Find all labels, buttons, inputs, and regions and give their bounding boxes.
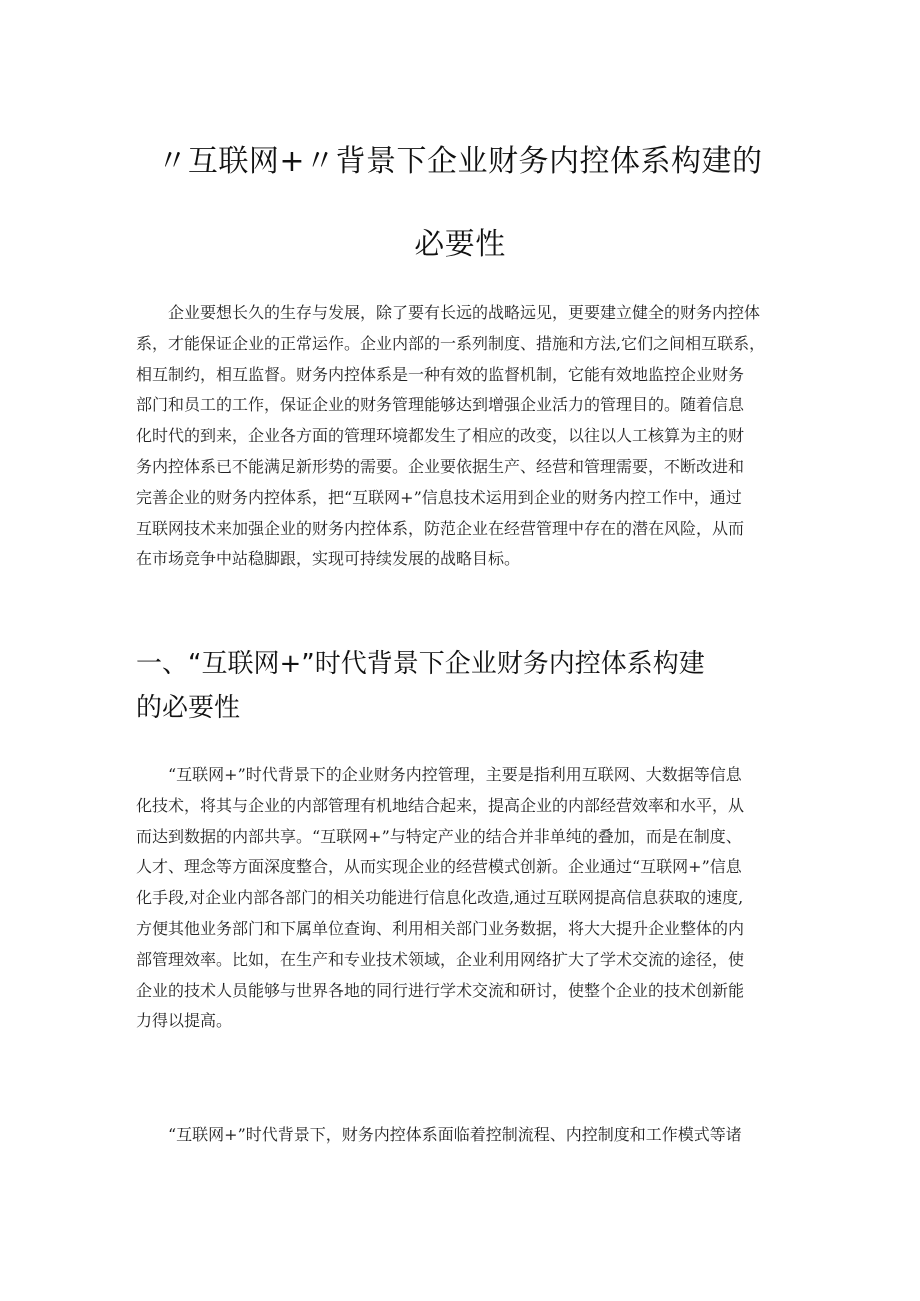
paragraph-line: 企业要想长久的生存与发展，除了要有长远的战略远见，更要建立健全的财务内控体 <box>168 303 761 322</box>
paragraph-section1-a <box>136 760 792 1037</box>
paragraph-line: 化手段,对企业内部各部门的相关功能进行信息化改造,通过互联网提高信息获取的速度, <box>136 888 744 908</box>
document-title-line-2: 必要性 <box>414 227 506 262</box>
paragraph-line: 人才、理念等方面深度整合，从而实现企业的经营模式创新。企业通过“互联网+”信息 <box>136 857 742 877</box>
section-heading-line: 的必要性 <box>136 693 241 723</box>
paragraph-line: 而达到数据的内部共享。“互联网+”与特定产业的结合并非单纯的叠加，而是在制度、 <box>136 826 742 846</box>
paragraph-line: 部门和员工的工作，保证企业的财务管理能够达到增强企业活力的管理目的。随着信息 <box>136 395 745 415</box>
section-heading-line: 一、“互联网+”时代背景下企业财务内控体系构建 <box>136 649 705 679</box>
paragraph-line: 方便其他业务部门和下属单位查询、利用相关部门业务数据，将大大提升企业整体的内 <box>136 918 745 938</box>
paragraph-line: “互联网+”时代背景下，财务内控体系面临着控制流程、内控制度和工作模式等诸 <box>168 1125 742 1144</box>
paragraph-line: 在市场竞争中站稳脚跟，实现可持续发展的战略目标。 <box>136 549 521 569</box>
paragraph-line: 互联网技术来加强企业的财务内控体系，防范企业在经营管理中存在的潜在风险，从而 <box>136 518 745 538</box>
paragraph-line: 化时代的到来，企业各方面的管理环境都发生了相应的改变，以往以人工核算为主的财 <box>136 426 745 446</box>
paragraph-line: 部管理效率。比如，在生产和专业技术领域，企业利用网络扩大了学术交流的途径，使 <box>136 949 745 969</box>
paragraph-line: 化技术，将其与企业的内部管理有机地结合起来，提高企业的内部经营效率和水平，从 <box>136 795 745 815</box>
paragraph-line: 完善企业的财务内控体系，把“互联网+”信息技术运用到企业的财务内控工作中，通过 <box>136 487 742 507</box>
paragraph-line: 企业的技术人员能够与世界各地的同行进行学术交流和研讨，使整个企业的技术创新能 <box>136 980 745 1000</box>
section-heading-1 <box>136 642 792 730</box>
paragraph-line: 相互制约，相互监督。财务内控体系是一种有效的监督机制，它能有效地监控企业财务 <box>136 364 745 384</box>
paragraph-line: 务内控体系已不能满足新形势的需要。企业要依据生产、经营和管理需要，不断改进和 <box>136 456 745 476</box>
paragraph-section1-b <box>136 1120 792 1151</box>
document-title-line-1: 〃互联网+〃背景下企业财务内控体系构建的 <box>157 144 763 179</box>
paragraph-line: “互联网+”时代背景下的企业财务内控管理，主要是指利用互联网、大数据等信息 <box>168 765 742 784</box>
paragraph-intro <box>136 298 792 575</box>
paragraph-line: 力得以提高。 <box>136 1011 233 1031</box>
paragraph-line: 系，才能保证企业的正常运作。企业内部的一系列制度、措施和方法,它们之间相互联系， <box>136 333 766 353</box>
